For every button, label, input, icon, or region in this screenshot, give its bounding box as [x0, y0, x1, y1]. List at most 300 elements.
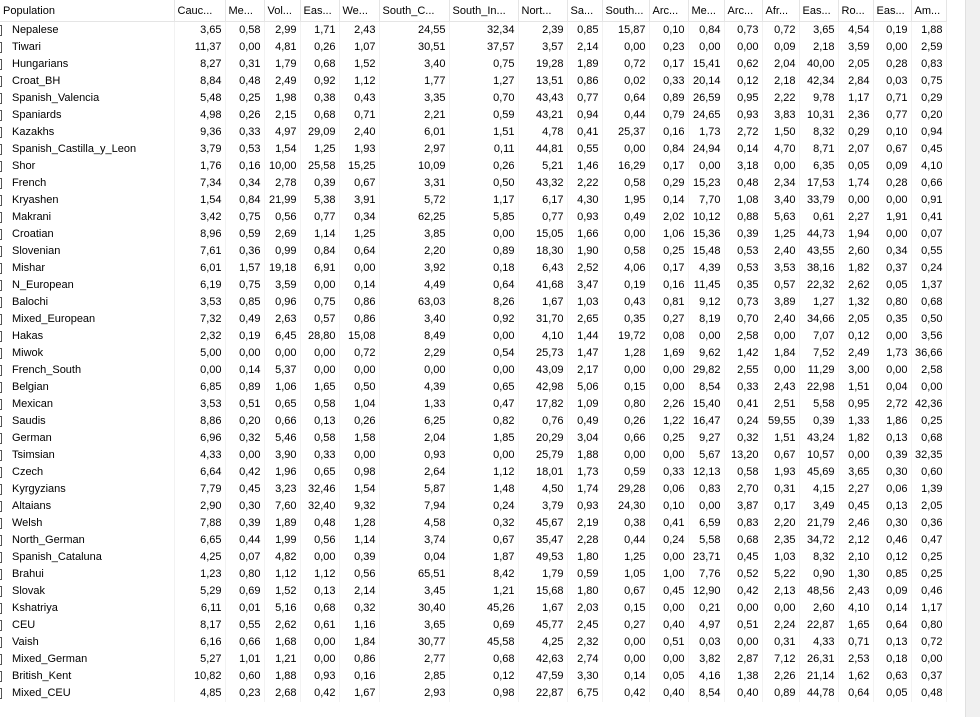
value-cell: 0,33: [649, 464, 688, 481]
row-indicator-icon: [0, 314, 2, 325]
column-header[interactable]: Eas...: [799, 0, 838, 22]
value-cell: 1,42: [724, 345, 762, 362]
value-cell: 0,26: [339, 413, 379, 430]
value-cell: 1,30: [838, 566, 873, 583]
table-row[interactable]: [0, 158, 946, 175]
value-cell: 1,46: [567, 158, 602, 175]
column-header[interactable]: Eas...: [873, 0, 911, 22]
value-cell: 1,21: [449, 583, 518, 600]
row-indicator-icon: [0, 195, 2, 206]
value-cell: 0,61: [300, 617, 339, 634]
column-header[interactable]: Vol...: [264, 0, 300, 22]
value-cell: 4,82: [264, 549, 300, 566]
row-indicator-icon: [0, 127, 2, 138]
population-name: Croat_BH: [12, 75, 61, 87]
value-cell: 0,39: [300, 175, 339, 192]
value-cell: 1,17: [838, 90, 873, 107]
value-cell: 1,90: [567, 243, 602, 260]
value-cell: 1,17: [449, 192, 518, 209]
value-cell: 65,51: [379, 566, 449, 583]
value-cell: 2,70: [724, 481, 762, 498]
table-row[interactable]: [0, 311, 946, 328]
value-cell: 0,55: [225, 617, 264, 634]
column-header[interactable]: We...: [339, 0, 379, 22]
table-row[interactable]: [0, 498, 946, 515]
value-cell: 4,33: [174, 447, 225, 464]
value-cell: 0,50: [449, 175, 518, 192]
table-row[interactable]: [0, 532, 946, 549]
value-cell: 0,60: [225, 668, 264, 685]
value-cell: 1,88: [911, 22, 946, 40]
value-cell: 17,82: [518, 396, 567, 413]
value-cell: 6,16: [174, 634, 225, 651]
column-header[interactable]: Sa...: [567, 0, 602, 22]
population-name: Altaians: [12, 500, 52, 512]
value-cell: 2,05: [911, 498, 946, 515]
table-row[interactable]: [0, 481, 946, 498]
header-row: [0, 0, 946, 22]
value-cell: 0,32: [339, 600, 379, 617]
row-indicator-icon: [0, 110, 2, 121]
value-cell: 0,48: [300, 515, 339, 532]
value-cell: 4,97: [688, 617, 724, 634]
value-cell: 0,91: [911, 192, 946, 209]
value-cell: 5,21: [518, 158, 567, 175]
column-header[interactable]: Me...: [225, 0, 264, 22]
value-cell: 22,87: [799, 617, 838, 634]
value-cell: 7,88: [174, 515, 225, 532]
value-cell: 7,07: [799, 328, 838, 345]
table-row[interactable]: [0, 634, 946, 651]
value-cell: 0,00: [762, 328, 799, 345]
value-cell: 1,74: [567, 481, 602, 498]
value-cell: 0,09: [762, 39, 799, 56]
column-header[interactable]: Eas...: [300, 0, 339, 22]
population-name-cell: [0, 668, 174, 685]
population-name: Miwok: [12, 347, 44, 359]
value-cell: 3,57: [518, 39, 567, 56]
value-cell: 0,00: [838, 192, 873, 209]
table-row[interactable]: [0, 617, 946, 634]
row-indicator-icon: [0, 42, 2, 53]
table-row[interactable]: [0, 39, 946, 56]
value-cell: 2,40: [339, 124, 379, 141]
table-row[interactable]: [0, 56, 946, 73]
population-name-cell: [0, 73, 174, 90]
value-cell: 0,37: [911, 668, 946, 685]
value-cell: 5,27: [174, 651, 225, 668]
value-cell: 42,34: [799, 73, 838, 90]
value-cell: 19,72: [602, 328, 649, 345]
value-cell: 2,55: [724, 362, 762, 379]
value-cell: 8,32: [799, 549, 838, 566]
population-name-cell: [0, 685, 174, 702]
population-name: Slovenian: [12, 245, 61, 257]
table-row[interactable]: [0, 685, 946, 702]
value-cell: 9,78: [799, 90, 838, 107]
value-cell: 0,08: [649, 328, 688, 345]
value-cell: 0,18: [449, 260, 518, 277]
value-cell: 3,65: [838, 464, 873, 481]
value-cell: 3,42: [174, 209, 225, 226]
value-cell: 0,93: [300, 668, 339, 685]
value-cell: 44,78: [799, 685, 838, 702]
value-cell: 0,77: [567, 90, 602, 107]
value-cell: 0,23: [649, 39, 688, 56]
value-cell: 0,33: [724, 379, 762, 396]
population-name: Spanish_Castilla_y_Leon: [12, 143, 137, 155]
value-cell: 29,09: [300, 124, 339, 141]
table-row[interactable]: [0, 90, 946, 107]
value-cell: 1,65: [300, 379, 339, 396]
value-cell: 0,17: [762, 498, 799, 515]
value-cell: 1,54: [339, 481, 379, 498]
value-cell: 0,56: [264, 209, 300, 226]
population-name: Mexican: [12, 398, 53, 410]
value-cell: 0,00: [649, 600, 688, 617]
value-cell: 3,56: [911, 328, 946, 345]
table-row[interactable]: [0, 413, 946, 430]
value-cell: 0,00: [688, 328, 724, 345]
value-cell: 3,45: [379, 583, 449, 600]
column-header[interactable]: South...: [602, 0, 649, 22]
value-cell: 2,99: [264, 22, 300, 40]
value-cell: 0,89: [649, 90, 688, 107]
value-cell: 13,20: [724, 447, 762, 464]
value-cell: 0,75: [300, 294, 339, 311]
value-cell: 4,30: [567, 192, 602, 209]
column-header[interactable]: Afr...: [762, 0, 799, 22]
population-name: Mixed_European: [12, 313, 96, 325]
value-cell: 0,86: [339, 294, 379, 311]
column-header[interactable]: Me...: [688, 0, 724, 22]
value-cell: 15,68: [518, 583, 567, 600]
table-row[interactable]: [0, 124, 946, 141]
value-cell: 0,14: [602, 668, 649, 685]
value-cell: 1,33: [838, 413, 873, 430]
column-header[interactable]: Nort...: [518, 0, 567, 22]
value-cell: 0,00: [225, 447, 264, 464]
column-header[interactable]: Ro...: [838, 0, 873, 22]
value-cell: 0,27: [602, 617, 649, 634]
value-cell: 2,78: [264, 175, 300, 192]
value-cell: 0,90: [799, 566, 838, 583]
value-cell: 2,74: [567, 651, 602, 668]
value-cell: 0,05: [838, 158, 873, 175]
value-cell: 2,22: [762, 90, 799, 107]
value-cell: 9,12: [688, 294, 724, 311]
value-cell: 0,34: [339, 209, 379, 226]
value-cell: 0,59: [225, 226, 264, 243]
value-cell: 26,59: [688, 90, 724, 107]
value-cell: 15,08: [339, 328, 379, 345]
value-cell: 2,69: [264, 226, 300, 243]
table-row[interactable]: [0, 345, 946, 362]
value-cell: 4,98: [174, 107, 225, 124]
table-row[interactable]: [0, 566, 946, 583]
table-row[interactable]: [0, 192, 946, 209]
value-cell: 2,43: [762, 379, 799, 396]
value-cell: 2,52: [567, 260, 602, 277]
value-cell: 18,01: [518, 464, 567, 481]
value-cell: 0,00: [688, 158, 724, 175]
value-cell: 2,62: [264, 617, 300, 634]
value-cell: 0,19: [873, 22, 911, 40]
column-header[interactable]: Arc...: [724, 0, 762, 22]
table-row[interactable]: [0, 73, 946, 90]
value-cell: 16,47: [688, 413, 724, 430]
population-name-cell: [0, 192, 174, 209]
value-cell: 0,24: [724, 413, 762, 430]
value-cell: 2,93: [379, 685, 449, 702]
value-cell: 0,12: [449, 668, 518, 685]
value-cell: 9,27: [688, 430, 724, 447]
population-name-cell: [0, 22, 174, 40]
value-cell: 4,39: [379, 379, 449, 396]
value-cell: 0,83: [724, 515, 762, 532]
value-cell: 2,17: [567, 362, 602, 379]
value-cell: 2,24: [762, 617, 799, 634]
population-name-cell: [0, 498, 174, 515]
value-cell: 0,80: [911, 617, 946, 634]
row-indicator-icon: [0, 535, 2, 546]
value-cell: 5,46: [264, 430, 300, 447]
value-cell: 0,12: [724, 73, 762, 90]
value-cell: 2,18: [799, 39, 838, 56]
row-indicator-icon: [0, 365, 2, 376]
row-indicator-icon: [0, 212, 2, 223]
value-cell: 0,89: [225, 379, 264, 396]
table-row[interactable]: [0, 396, 946, 413]
value-cell: 0,17: [649, 260, 688, 277]
value-cell: 0,67: [873, 141, 911, 158]
table-row[interactable]: [0, 549, 946, 566]
value-cell: 2,07: [838, 141, 873, 158]
value-cell: 0,42: [300, 685, 339, 702]
value-cell: 3,47: [567, 277, 602, 294]
value-cell: 0,53: [225, 141, 264, 158]
value-cell: 25,79: [518, 447, 567, 464]
value-cell: 0,64: [449, 277, 518, 294]
value-cell: 1,99: [264, 532, 300, 549]
table-row[interactable]: [0, 260, 946, 277]
table-row[interactable]: [0, 141, 946, 158]
value-cell: 1,98: [264, 90, 300, 107]
value-cell: 8,27: [174, 56, 225, 73]
value-cell: 0,72: [762, 22, 799, 40]
value-cell: 5,06: [567, 379, 602, 396]
value-cell: 2,27: [838, 209, 873, 226]
value-cell: 1,17: [911, 600, 946, 617]
population-name: Spaniards: [12, 109, 62, 121]
population-name-cell: [0, 90, 174, 107]
value-cell: 0,12: [838, 328, 873, 345]
population-name-cell: [0, 362, 174, 379]
table-row[interactable]: [0, 583, 946, 600]
population-name: Tiwari: [12, 41, 41, 53]
table-row[interactable]: [0, 277, 946, 294]
value-cell: 0,32: [724, 430, 762, 447]
value-cell: 44,81: [518, 141, 567, 158]
value-cell: 2,53: [838, 651, 873, 668]
table-row[interactable]: [0, 209, 946, 226]
value-cell: 6,19: [174, 277, 225, 294]
table-row[interactable]: [0, 447, 946, 464]
table-row[interactable]: [0, 362, 946, 379]
table-row[interactable]: [0, 226, 946, 243]
value-cell: 5,58: [799, 396, 838, 413]
population-name: Shor: [12, 160, 36, 172]
value-cell: 0,00: [602, 651, 649, 668]
value-cell: 1,66: [567, 226, 602, 243]
value-cell: 2,04: [379, 430, 449, 447]
table-row[interactable]: [0, 22, 946, 40]
value-cell: 7,34: [174, 175, 225, 192]
vertical-scrollbar[interactable]: [965, 0, 980, 717]
value-cell: 15,23: [688, 175, 724, 192]
value-cell: 7,52: [799, 345, 838, 362]
value-cell: 0,66: [911, 175, 946, 192]
value-cell: 1,03: [567, 294, 602, 311]
population-name: N_European: [12, 279, 74, 291]
value-cell: 0,32: [449, 515, 518, 532]
value-cell: 0,04: [873, 379, 911, 396]
value-cell: 6,91: [300, 260, 339, 277]
column-header[interactable]: South_C...: [379, 0, 449, 22]
value-cell: 0,31: [225, 56, 264, 73]
value-cell: 0,31: [762, 481, 799, 498]
population-name-cell: [0, 294, 174, 311]
value-cell: 0,43: [602, 294, 649, 311]
value-cell: 0,68: [911, 430, 946, 447]
table-row[interactable]: [0, 175, 946, 192]
value-cell: 0,59: [449, 107, 518, 124]
value-cell: 0,38: [602, 515, 649, 532]
value-cell: 0,88: [724, 209, 762, 226]
table-row[interactable]: [0, 600, 946, 617]
value-cell: 3,92: [379, 260, 449, 277]
value-cell: 8,54: [688, 379, 724, 396]
value-cell: 0,47: [911, 532, 946, 549]
table-row[interactable]: [0, 379, 946, 396]
value-cell: 29,82: [688, 362, 724, 379]
value-cell: 16,29: [602, 158, 649, 175]
table-row[interactable]: [0, 294, 946, 311]
value-cell: 2,21: [379, 107, 449, 124]
population-name-cell: [0, 583, 174, 600]
value-cell: 0,00: [300, 277, 339, 294]
value-cell: 1,25: [300, 141, 339, 158]
population-name: Balochi: [12, 296, 49, 308]
value-cell: 0,64: [602, 90, 649, 107]
table-row[interactable]: [0, 243, 946, 260]
column-header[interactable]: Am...: [911, 0, 946, 22]
value-cell: 0,00: [911, 379, 946, 396]
value-cell: 0,00: [649, 651, 688, 668]
value-cell: 1,93: [339, 141, 379, 158]
value-cell: 0,13: [873, 634, 911, 651]
table-row[interactable]: [0, 651, 946, 668]
value-cell: 45,58: [449, 634, 518, 651]
value-cell: 0,80: [225, 566, 264, 583]
value-cell: 0,68: [300, 56, 339, 73]
value-cell: 3,82: [688, 651, 724, 668]
value-cell: 1,25: [602, 549, 649, 566]
population-name-cell: [0, 226, 174, 243]
value-cell: 1,62: [838, 668, 873, 685]
column-header[interactable]: Cauc...: [174, 0, 225, 22]
row-indicator-icon: [0, 297, 2, 308]
table-row[interactable]: [0, 430, 946, 447]
population-name-cell: [0, 566, 174, 583]
value-cell: 0,68: [300, 600, 339, 617]
value-cell: 43,43: [518, 90, 567, 107]
value-cell: 0,54: [449, 345, 518, 362]
population-name-cell: [0, 430, 174, 447]
value-cell: 0,16: [225, 158, 264, 175]
value-cell: 0,73: [724, 294, 762, 311]
value-cell: 0,42: [602, 685, 649, 702]
value-cell: 0,41: [724, 396, 762, 413]
value-cell: 59,55: [762, 413, 799, 430]
value-cell: 2,64: [379, 464, 449, 481]
value-cell: 0,82: [449, 413, 518, 430]
value-cell: 0,00: [225, 345, 264, 362]
column-header[interactable]: South_In...: [449, 0, 518, 22]
table-row[interactable]: [0, 668, 946, 685]
value-cell: 1,32: [838, 294, 873, 311]
row-indicator-icon: [0, 382, 2, 393]
population-name: Makrani: [12, 211, 52, 223]
population-name: Brahui: [12, 568, 44, 580]
column-header[interactable]: Arc...: [649, 0, 688, 22]
value-cell: 0,00: [724, 39, 762, 56]
value-cell: 4,10: [911, 158, 946, 175]
value-cell: 1,54: [264, 141, 300, 158]
value-cell: 0,14: [649, 192, 688, 209]
population-name: French: [12, 177, 47, 189]
table-row[interactable]: [0, 464, 946, 481]
row-indicator-icon: [0, 59, 2, 70]
value-cell: 1,28: [602, 345, 649, 362]
value-cell: 0,45: [838, 498, 873, 515]
value-cell: 0,29: [911, 90, 946, 107]
table-row[interactable]: [0, 515, 946, 532]
row-indicator-icon: [0, 671, 2, 682]
value-cell: 0,00: [339, 260, 379, 277]
value-cell: 1,68: [264, 634, 300, 651]
table-row[interactable]: [0, 328, 946, 345]
value-cell: 24,30: [602, 498, 649, 515]
value-cell: 0,34: [225, 175, 264, 192]
value-cell: 0,00: [724, 634, 762, 651]
value-cell: 11,45: [688, 277, 724, 294]
value-cell: 0,66: [264, 413, 300, 430]
row-indicator-icon: [0, 518, 2, 529]
value-cell: 0,00: [339, 447, 379, 464]
value-cell: 7,12: [762, 651, 799, 668]
value-cell: 7,94: [379, 498, 449, 515]
value-cell: 6,59: [688, 515, 724, 532]
value-cell: 0,75: [449, 56, 518, 73]
table-row[interactable]: [0, 107, 946, 124]
value-cell: 0,19: [225, 328, 264, 345]
value-cell: 0,00: [449, 362, 518, 379]
value-cell: 3,65: [174, 22, 225, 40]
value-cell: 0,55: [567, 141, 602, 158]
column-header[interactable]: Population: [0, 0, 174, 22]
value-cell: 3,65: [379, 617, 449, 634]
